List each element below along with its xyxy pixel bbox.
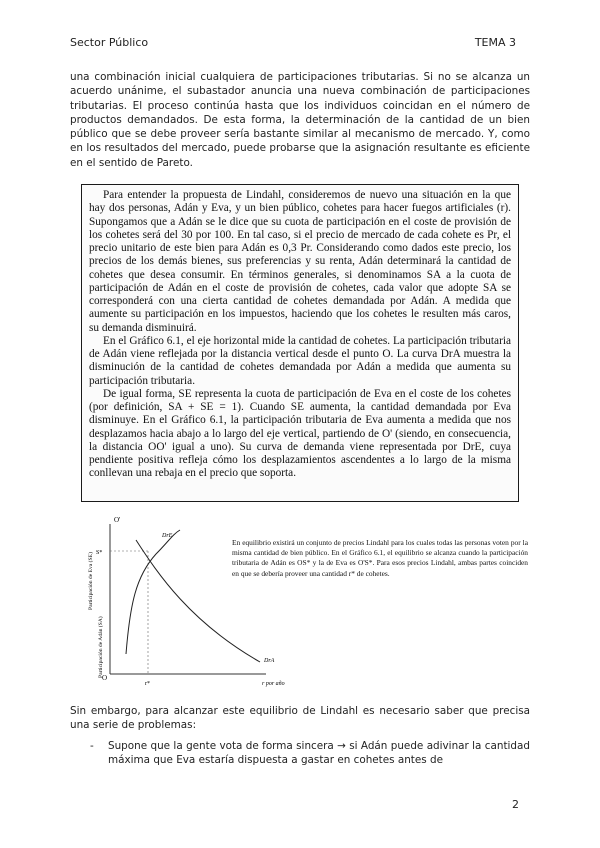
eva-curve-label: DrE [162, 533, 173, 539]
r-star-label: r* [145, 681, 150, 687]
axis-top-label: O' [114, 516, 121, 524]
header-topic: TEMA 3 [474, 36, 516, 49]
x-axis-label: r por año [262, 681, 285, 687]
page-header [70, 36, 530, 50]
header-title: Sector Público [70, 36, 149, 49]
excerpt-paragraph-2: En el Gráfico 6.1, el eje horizontal mide la cantidad de cohetes. La participación tributaria de Adán viene reflejada por la distancia vertical desde el punto O. La curva DrA muestra la disminución de la cantidad de cohetes demandada por Adán a medida que aumenta su participación tributaria. [89, 334, 511, 387]
eva-axis-label: Participación de Eva (SE) [88, 552, 94, 610]
bullet-text: Supone que la gente vota de forma sincera → si Adán puede adivinar la cantidad máxima que Eva estaría dispuesta a gastar en cohetes antes de [108, 740, 530, 767]
adan-axis-label: Participación de Adán (SA) [98, 616, 104, 678]
s-star-label: S* [96, 550, 103, 556]
adan-curve-label: DrA [264, 658, 275, 664]
intro-paragraph: una combinación inicial cualquiera de participaciones tributarias. Si no se alcanza un acuerdo unánime, el subastador anuncia una nueva combinación de participaciones tributarias. El proceso continúa hasta que los individuos coincidan en el número de productos demandados. De esta forma, la determinación de la cantidad de un bien público que se debe proveer sería bastante similar al mecanismo de mercado. Y, como en los resultados del mercado, puede probarse que la asignación resultante es eficiente en el sentido de Pareto. [70, 71, 530, 169]
excerpt-paragraph-3: De igual forma, SE representa la cuota de participación de Eva en el coste de los cohetes (por definición, SA + SE = 1). Cuando SE aumenta, la cantidad demandada por Eva disminuye. En el Gráfico 6.1, la participación tributaria de Eva aumenta a medida que nos desplazamos hacia abajo a lo largo del eje vertical, partiendo de O' (siendo, en consecuencia, la distancia OO' igual a uno). Su curva de demanda viene representada por DrE, cuya pendiente positiva refleja cómo los desplazamientos ascendentes a lo largo de la misma conllevan una rebaja en el precio que soporta. [89, 387, 511, 480]
figure-caption: En equilibrio existirá un conjunto de precios Lindahl para los cuales todas las personas voten por la misma cantidad de bien público. En el Gráfico 6.1, el equilibrio se alcanza cuando la participación tributaria de Adán es OS* y la de Eva es O'S*. Para esos precios Lindahl, ambas partes coinciden en que se debería proveer una cantidad r* de cohetes. [232, 538, 528, 578]
page-number: 2 [512, 798, 519, 811]
axis-origin-label: O [102, 674, 108, 682]
lindahl-excerpt-box [81, 184, 519, 502]
bullet-dash: - [90, 740, 94, 752]
outro-paragraph: Sin embargo, para alcanzar este equilibrio de Lindahl es necesario saber que precisa una serie de problemas: [70, 705, 530, 732]
lindahl-equilibrium-figure [78, 514, 528, 690]
eva-demand-curve [126, 530, 180, 654]
excerpt-paragraph-1: Para entender la propuesta de Lindahl, consideremos de nuevo una situación en la que hay dos personas, Adán y Eva, y un bien público, cohetes para hacer fuegos artificiales (r). Supongamos que a Adán se le dice que su cuota de participación en el coste de provisión de los cohetes será del 30 por 100. En tal caso, si el precio de mercado de cada cohete es Pr, el precio unitario de este bien para Adán es 0,3 Pr. Considerando como dados este precio, los precios de los demás bienes, sus preferencias y su renta, Adán determinará la cantidad de cohetes que desea consumir. En términos generales, si denominamos SA a la cuota de participación de Adán en el coste de provisión de cohetes, cada valor que adopte SA se corresponderá con una cierta cantidad de cohetes demandada por Adán. A medida que aumente su participación en los impuestos, haciendo que los cohetes le resulten más caros, su demanda disminuirá. [89, 189, 511, 334]
